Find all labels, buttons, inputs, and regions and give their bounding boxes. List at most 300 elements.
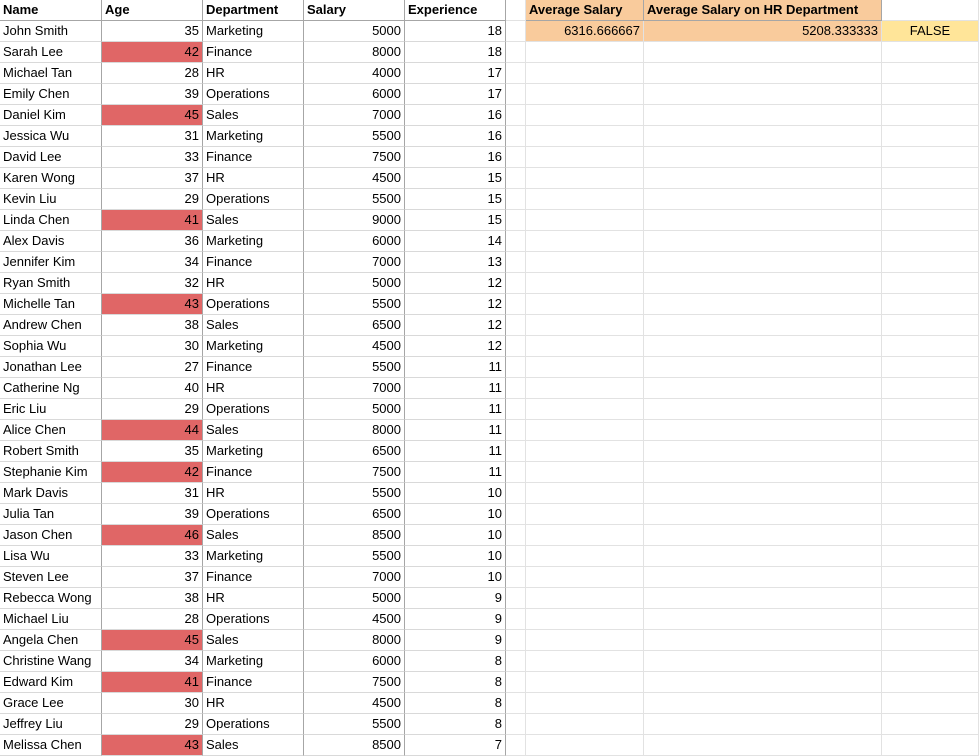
salary-cell[interactable]: 5000 bbox=[304, 21, 405, 42]
name-cell[interactable]: Michael Liu bbox=[0, 609, 102, 630]
empty-cell[interactable] bbox=[882, 525, 979, 546]
age-cell[interactable]: 40 bbox=[102, 378, 203, 399]
empty-cell[interactable] bbox=[506, 315, 526, 336]
empty-cell[interactable] bbox=[506, 672, 526, 693]
age-cell[interactable]: 42 bbox=[102, 462, 203, 483]
age-cell[interactable]: 37 bbox=[102, 567, 203, 588]
department-cell[interactable]: Operations bbox=[203, 504, 304, 525]
name-cell[interactable]: David Lee bbox=[0, 147, 102, 168]
empty-cell[interactable] bbox=[882, 462, 979, 483]
empty-cell[interactable] bbox=[526, 441, 644, 462]
empty-cell[interactable] bbox=[882, 189, 979, 210]
empty-cell[interactable] bbox=[526, 126, 644, 147]
empty-cell[interactable] bbox=[526, 357, 644, 378]
salary-cell[interactable]: 8500 bbox=[304, 735, 405, 756]
empty-cell[interactable] bbox=[644, 525, 882, 546]
empty-cell[interactable] bbox=[644, 693, 882, 714]
salary-cell[interactable]: 8000 bbox=[304, 630, 405, 651]
empty-cell[interactable] bbox=[644, 168, 882, 189]
name-cell[interactable]: Robert Smith bbox=[0, 441, 102, 462]
age-cell[interactable]: 33 bbox=[102, 546, 203, 567]
empty-cell[interactable] bbox=[506, 567, 526, 588]
name-cell[interactable]: Daniel Kim bbox=[0, 105, 102, 126]
salary-cell[interactable]: 6000 bbox=[304, 231, 405, 252]
experience-cell[interactable]: 15 bbox=[405, 168, 506, 189]
empty-cell[interactable] bbox=[882, 231, 979, 252]
empty-cell[interactable] bbox=[882, 546, 979, 567]
experience-cell[interactable]: 11 bbox=[405, 420, 506, 441]
empty-cell[interactable] bbox=[882, 168, 979, 189]
age-cell[interactable]: 29 bbox=[102, 399, 203, 420]
salary-cell[interactable]: 7000 bbox=[304, 567, 405, 588]
name-cell[interactable]: Stephanie Kim bbox=[0, 462, 102, 483]
salary-cell[interactable]: 4500 bbox=[304, 693, 405, 714]
department-cell[interactable]: Finance bbox=[203, 462, 304, 483]
salary-cell[interactable]: 5500 bbox=[304, 483, 405, 504]
department-cell[interactable]: Operations bbox=[203, 399, 304, 420]
empty-cell[interactable] bbox=[506, 441, 526, 462]
empty-cell[interactable] bbox=[506, 147, 526, 168]
empty-cell[interactable] bbox=[644, 567, 882, 588]
experience-cell[interactable]: 16 bbox=[405, 147, 506, 168]
salary-cell[interactable]: 8500 bbox=[304, 525, 405, 546]
empty-cell[interactable] bbox=[526, 672, 644, 693]
department-cell[interactable]: HR bbox=[203, 273, 304, 294]
empty-cell[interactable] bbox=[644, 441, 882, 462]
empty-cell[interactable] bbox=[526, 42, 644, 63]
department-cell[interactable]: HR bbox=[203, 63, 304, 84]
empty-cell[interactable] bbox=[644, 210, 882, 231]
experience-cell[interactable]: 9 bbox=[405, 630, 506, 651]
empty-cell[interactable] bbox=[644, 420, 882, 441]
experience-cell[interactable]: 14 bbox=[405, 231, 506, 252]
experience-cell[interactable]: 16 bbox=[405, 105, 506, 126]
name-cell[interactable]: Jessica Wu bbox=[0, 126, 102, 147]
experience-cell[interactable]: 7 bbox=[405, 735, 506, 756]
empty-cell[interactable] bbox=[882, 588, 979, 609]
empty-cell[interactable] bbox=[526, 105, 644, 126]
department-cell[interactable]: Operations bbox=[203, 609, 304, 630]
empty-cell[interactable] bbox=[526, 714, 644, 735]
salary-cell[interactable]: 7000 bbox=[304, 378, 405, 399]
empty-cell[interactable] bbox=[644, 714, 882, 735]
experience-cell[interactable]: 15 bbox=[405, 210, 506, 231]
department-cell[interactable]: HR bbox=[203, 378, 304, 399]
empty-cell[interactable] bbox=[526, 336, 644, 357]
empty-cell[interactable] bbox=[506, 210, 526, 231]
experience-cell[interactable]: 8 bbox=[405, 714, 506, 735]
experience-cell[interactable]: 15 bbox=[405, 189, 506, 210]
empty-cell[interactable] bbox=[882, 273, 979, 294]
department-cell[interactable]: Marketing bbox=[203, 126, 304, 147]
salary-cell[interactable]: 5500 bbox=[304, 294, 405, 315]
experience-cell[interactable]: 9 bbox=[405, 609, 506, 630]
name-cell[interactable]: Jonathan Lee bbox=[0, 357, 102, 378]
salary-cell[interactable]: 6500 bbox=[304, 504, 405, 525]
department-cell[interactable]: Marketing bbox=[203, 546, 304, 567]
empty-cell[interactable] bbox=[506, 714, 526, 735]
experience-cell[interactable]: 16 bbox=[405, 126, 506, 147]
name-cell[interactable]: Ryan Smith bbox=[0, 273, 102, 294]
experience-cell[interactable]: 8 bbox=[405, 693, 506, 714]
experience-cell[interactable]: 11 bbox=[405, 357, 506, 378]
age-cell[interactable]: 39 bbox=[102, 84, 203, 105]
salary-cell[interactable]: 4500 bbox=[304, 609, 405, 630]
empty-cell[interactable] bbox=[882, 672, 979, 693]
empty-cell[interactable] bbox=[882, 567, 979, 588]
empty-cell[interactable] bbox=[644, 336, 882, 357]
empty-cell[interactable] bbox=[644, 231, 882, 252]
empty-cell[interactable] bbox=[882, 651, 979, 672]
empty-cell[interactable] bbox=[882, 210, 979, 231]
department-cell[interactable]: HR bbox=[203, 168, 304, 189]
empty-cell[interactable] bbox=[882, 609, 979, 630]
empty-cell[interactable] bbox=[526, 84, 644, 105]
experience-cell[interactable]: 10 bbox=[405, 483, 506, 504]
empty-cell[interactable] bbox=[506, 504, 526, 525]
empty-cell[interactable] bbox=[882, 147, 979, 168]
empty-cell[interactable] bbox=[506, 21, 526, 42]
experience-cell[interactable]: 13 bbox=[405, 252, 506, 273]
age-cell[interactable]: 34 bbox=[102, 252, 203, 273]
name-cell[interactable]: Sophia Wu bbox=[0, 336, 102, 357]
salary-cell[interactable]: 7000 bbox=[304, 105, 405, 126]
empty-cell[interactable] bbox=[882, 714, 979, 735]
avg-salary-value-cell[interactable]: 6316.666667 bbox=[526, 21, 644, 42]
department-cell[interactable]: Operations bbox=[203, 84, 304, 105]
empty-cell[interactable] bbox=[526, 294, 644, 315]
name-cell[interactable]: Kevin Liu bbox=[0, 189, 102, 210]
empty-cell[interactable] bbox=[644, 63, 882, 84]
empty-cell[interactable] bbox=[644, 42, 882, 63]
experience-cell[interactable]: 18 bbox=[405, 42, 506, 63]
salary-cell[interactable]: 7500 bbox=[304, 462, 405, 483]
empty-cell[interactable] bbox=[506, 588, 526, 609]
name-cell[interactable]: John Smith bbox=[0, 21, 102, 42]
age-cell[interactable]: 32 bbox=[102, 273, 203, 294]
empty-cell[interactable] bbox=[644, 399, 882, 420]
department-cell[interactable]: Marketing bbox=[203, 231, 304, 252]
empty-cell[interactable] bbox=[526, 588, 644, 609]
empty-cell[interactable] bbox=[882, 42, 979, 63]
age-cell[interactable]: 31 bbox=[102, 483, 203, 504]
salary-cell[interactable]: 9000 bbox=[304, 210, 405, 231]
empty-cell[interactable] bbox=[506, 420, 526, 441]
name-cell[interactable]: Linda Chen bbox=[0, 210, 102, 231]
name-cell[interactable]: Alex Davis bbox=[0, 231, 102, 252]
empty-cell[interactable] bbox=[526, 147, 644, 168]
empty-cell[interactable] bbox=[506, 525, 526, 546]
age-cell[interactable]: 35 bbox=[102, 21, 203, 42]
name-cell[interactable]: Edward Kim bbox=[0, 672, 102, 693]
name-cell[interactable]: Eric Liu bbox=[0, 399, 102, 420]
empty-cell[interactable] bbox=[882, 504, 979, 525]
empty-cell[interactable] bbox=[506, 630, 526, 651]
name-cell[interactable]: Lisa Wu bbox=[0, 546, 102, 567]
empty-cell[interactable] bbox=[506, 336, 526, 357]
department-cell[interactable]: Finance bbox=[203, 252, 304, 273]
experience-cell[interactable]: 10 bbox=[405, 525, 506, 546]
department-cell[interactable]: Sales bbox=[203, 315, 304, 336]
salary-cell[interactable]: 5000 bbox=[304, 399, 405, 420]
empty-cell[interactable] bbox=[644, 609, 882, 630]
age-cell[interactable]: 33 bbox=[102, 147, 203, 168]
age-cell[interactable]: 43 bbox=[102, 735, 203, 756]
experience-cell[interactable]: 10 bbox=[405, 567, 506, 588]
age-cell[interactable]: 28 bbox=[102, 63, 203, 84]
age-cell[interactable]: 28 bbox=[102, 609, 203, 630]
department-cell[interactable]: Sales bbox=[203, 525, 304, 546]
comparison-flag-cell[interactable]: FALSE bbox=[882, 21, 979, 42]
department-cell[interactable]: Sales bbox=[203, 210, 304, 231]
empty-cell[interactable] bbox=[644, 189, 882, 210]
empty-cell[interactable] bbox=[526, 210, 644, 231]
age-cell[interactable]: 39 bbox=[102, 504, 203, 525]
empty-cell[interactable] bbox=[506, 609, 526, 630]
experience-cell[interactable]: 11 bbox=[405, 378, 506, 399]
empty-cell[interactable] bbox=[526, 546, 644, 567]
experience-cell[interactable]: 11 bbox=[405, 462, 506, 483]
empty-cell[interactable] bbox=[882, 399, 979, 420]
empty-cell[interactable] bbox=[526, 651, 644, 672]
empty-cell[interactable] bbox=[506, 294, 526, 315]
empty-cell[interactable] bbox=[882, 336, 979, 357]
empty-cell[interactable] bbox=[526, 525, 644, 546]
header-salary-cell[interactable]: Salary bbox=[304, 0, 405, 21]
salary-cell[interactable]: 5500 bbox=[304, 357, 405, 378]
header-experience-cell[interactable]: Experience bbox=[405, 0, 506, 21]
age-cell[interactable]: 45 bbox=[102, 630, 203, 651]
salary-cell[interactable]: 4500 bbox=[304, 168, 405, 189]
name-cell[interactable]: Melissa Chen bbox=[0, 735, 102, 756]
experience-cell[interactable]: 12 bbox=[405, 273, 506, 294]
empty-cell[interactable] bbox=[882, 378, 979, 399]
name-cell[interactable]: Rebecca Wong bbox=[0, 588, 102, 609]
name-cell[interactable]: Andrew Chen bbox=[0, 315, 102, 336]
experience-cell[interactable]: 8 bbox=[405, 651, 506, 672]
name-cell[interactable]: Jennifer Kim bbox=[0, 252, 102, 273]
empty-cell[interactable] bbox=[526, 168, 644, 189]
salary-cell[interactable]: 6000 bbox=[304, 84, 405, 105]
experience-cell[interactable]: 11 bbox=[405, 441, 506, 462]
experience-cell[interactable]: 18 bbox=[405, 21, 506, 42]
empty-cell[interactable] bbox=[644, 483, 882, 504]
empty-cell[interactable] bbox=[506, 651, 526, 672]
age-cell[interactable]: 29 bbox=[102, 189, 203, 210]
empty-cell[interactable] bbox=[644, 630, 882, 651]
empty-cell[interactable] bbox=[644, 378, 882, 399]
name-cell[interactable]: Sarah Lee bbox=[0, 42, 102, 63]
name-cell[interactable]: Jason Chen bbox=[0, 525, 102, 546]
avg-hr-salary-label-cell[interactable]: Average Salary on HR Department bbox=[644, 0, 882, 21]
department-cell[interactable]: Marketing bbox=[203, 336, 304, 357]
experience-cell[interactable]: 10 bbox=[405, 546, 506, 567]
empty-cell[interactable] bbox=[644, 252, 882, 273]
empty-cell[interactable] bbox=[506, 168, 526, 189]
salary-cell[interactable]: 7500 bbox=[304, 147, 405, 168]
empty-cell[interactable] bbox=[526, 378, 644, 399]
empty-cell[interactable] bbox=[526, 252, 644, 273]
empty-cell[interactable] bbox=[526, 567, 644, 588]
experience-cell[interactable]: 17 bbox=[405, 84, 506, 105]
empty-cell[interactable] bbox=[882, 105, 979, 126]
header-name-cell[interactable]: Name bbox=[0, 0, 102, 21]
name-cell[interactable]: Michelle Tan bbox=[0, 294, 102, 315]
department-cell[interactable]: HR bbox=[203, 588, 304, 609]
age-cell[interactable]: 35 bbox=[102, 441, 203, 462]
department-cell[interactable]: Sales bbox=[203, 630, 304, 651]
age-cell[interactable]: 45 bbox=[102, 105, 203, 126]
name-cell[interactable]: Christine Wang bbox=[0, 651, 102, 672]
age-cell[interactable]: 36 bbox=[102, 231, 203, 252]
salary-cell[interactable]: 5500 bbox=[304, 126, 405, 147]
empty-cell[interactable] bbox=[882, 0, 979, 21]
empty-cell[interactable] bbox=[644, 546, 882, 567]
department-cell[interactable]: Operations bbox=[203, 714, 304, 735]
experience-cell[interactable]: 17 bbox=[405, 63, 506, 84]
empty-cell[interactable] bbox=[644, 273, 882, 294]
empty-cell[interactable] bbox=[644, 84, 882, 105]
age-cell[interactable]: 38 bbox=[102, 588, 203, 609]
empty-cell[interactable] bbox=[526, 399, 644, 420]
salary-cell[interactable]: 4000 bbox=[304, 63, 405, 84]
empty-cell[interactable] bbox=[644, 315, 882, 336]
department-cell[interactable]: Sales bbox=[203, 735, 304, 756]
name-cell[interactable]: Steven Lee bbox=[0, 567, 102, 588]
empty-cell[interactable] bbox=[526, 462, 644, 483]
experience-cell[interactable]: 12 bbox=[405, 294, 506, 315]
empty-cell[interactable] bbox=[644, 294, 882, 315]
empty-cell[interactable] bbox=[526, 630, 644, 651]
experience-cell[interactable]: 12 bbox=[405, 315, 506, 336]
empty-cell[interactable] bbox=[506, 378, 526, 399]
empty-cell[interactable] bbox=[506, 84, 526, 105]
department-cell[interactable]: Finance bbox=[203, 567, 304, 588]
empty-cell[interactable] bbox=[882, 441, 979, 462]
empty-cell[interactable] bbox=[506, 0, 526, 21]
header-age-cell[interactable]: Age bbox=[102, 0, 203, 21]
salary-cell[interactable]: 5500 bbox=[304, 189, 405, 210]
name-cell[interactable]: Grace Lee bbox=[0, 693, 102, 714]
department-cell[interactable]: Operations bbox=[203, 189, 304, 210]
name-cell[interactable]: Emily Chen bbox=[0, 84, 102, 105]
empty-cell[interactable] bbox=[506, 252, 526, 273]
empty-cell[interactable] bbox=[506, 273, 526, 294]
name-cell[interactable]: Jeffrey Liu bbox=[0, 714, 102, 735]
age-cell[interactable]: 41 bbox=[102, 672, 203, 693]
experience-cell[interactable]: 8 bbox=[405, 672, 506, 693]
empty-cell[interactable] bbox=[526, 609, 644, 630]
empty-cell[interactable] bbox=[506, 483, 526, 504]
salary-cell[interactable]: 6000 bbox=[304, 651, 405, 672]
age-cell[interactable]: 34 bbox=[102, 651, 203, 672]
age-cell[interactable]: 37 bbox=[102, 168, 203, 189]
name-cell[interactable]: Julia Tan bbox=[0, 504, 102, 525]
empty-cell[interactable] bbox=[506, 105, 526, 126]
empty-cell[interactable] bbox=[644, 126, 882, 147]
empty-cell[interactable] bbox=[882, 420, 979, 441]
empty-cell[interactable] bbox=[526, 231, 644, 252]
empty-cell[interactable] bbox=[882, 693, 979, 714]
department-cell[interactable]: HR bbox=[203, 483, 304, 504]
salary-cell[interactable]: 6500 bbox=[304, 441, 405, 462]
experience-cell[interactable]: 12 bbox=[405, 336, 506, 357]
avg-hr-salary-value-cell[interactable]: 5208.333333 bbox=[644, 21, 882, 42]
empty-cell[interactable] bbox=[882, 315, 979, 336]
empty-cell[interactable] bbox=[506, 42, 526, 63]
age-cell[interactable]: 29 bbox=[102, 714, 203, 735]
salary-cell[interactable]: 7000 bbox=[304, 252, 405, 273]
experience-cell[interactable]: 11 bbox=[405, 399, 506, 420]
department-cell[interactable]: Marketing bbox=[203, 651, 304, 672]
department-cell[interactable]: Finance bbox=[203, 357, 304, 378]
age-cell[interactable]: 38 bbox=[102, 315, 203, 336]
empty-cell[interactable] bbox=[506, 231, 526, 252]
age-cell[interactable]: 42 bbox=[102, 42, 203, 63]
empty-cell[interactable] bbox=[644, 588, 882, 609]
empty-cell[interactable] bbox=[526, 420, 644, 441]
department-cell[interactable]: HR bbox=[203, 693, 304, 714]
empty-cell[interactable] bbox=[882, 84, 979, 105]
department-cell[interactable]: Finance bbox=[203, 672, 304, 693]
empty-cell[interactable] bbox=[882, 252, 979, 273]
empty-cell[interactable] bbox=[882, 483, 979, 504]
empty-cell[interactable] bbox=[526, 273, 644, 294]
empty-cell[interactable] bbox=[506, 189, 526, 210]
empty-cell[interactable] bbox=[526, 693, 644, 714]
name-cell[interactable]: Catherine Ng bbox=[0, 378, 102, 399]
name-cell[interactable]: Alice Chen bbox=[0, 420, 102, 441]
salary-cell[interactable]: 6500 bbox=[304, 315, 405, 336]
empty-cell[interactable] bbox=[644, 147, 882, 168]
empty-cell[interactable] bbox=[882, 630, 979, 651]
salary-cell[interactable]: 8000 bbox=[304, 42, 405, 63]
salary-cell[interactable]: 5500 bbox=[304, 546, 405, 567]
salary-cell[interactable]: 5000 bbox=[304, 273, 405, 294]
age-cell[interactable]: 31 bbox=[102, 126, 203, 147]
department-cell[interactable]: Finance bbox=[203, 42, 304, 63]
salary-cell[interactable]: 8000 bbox=[304, 420, 405, 441]
department-cell[interactable]: Sales bbox=[203, 105, 304, 126]
name-cell[interactable]: Mark Davis bbox=[0, 483, 102, 504]
age-cell[interactable]: 44 bbox=[102, 420, 203, 441]
age-cell[interactable]: 27 bbox=[102, 357, 203, 378]
empty-cell[interactable] bbox=[644, 462, 882, 483]
empty-cell[interactable] bbox=[506, 399, 526, 420]
salary-cell[interactable]: 5000 bbox=[304, 588, 405, 609]
empty-cell[interactable] bbox=[882, 357, 979, 378]
empty-cell[interactable] bbox=[644, 672, 882, 693]
department-cell[interactable]: Marketing bbox=[203, 441, 304, 462]
avg-salary-label-cell[interactable]: Average Salary bbox=[526, 0, 644, 21]
age-cell[interactable]: 46 bbox=[102, 525, 203, 546]
empty-cell[interactable] bbox=[644, 105, 882, 126]
department-cell[interactable]: Operations bbox=[203, 294, 304, 315]
experience-cell[interactable]: 9 bbox=[405, 588, 506, 609]
empty-cell[interactable] bbox=[526, 504, 644, 525]
empty-cell[interactable] bbox=[882, 63, 979, 84]
age-cell[interactable]: 30 bbox=[102, 336, 203, 357]
header-department-cell[interactable]: Department bbox=[203, 0, 304, 21]
age-cell[interactable]: 30 bbox=[102, 693, 203, 714]
empty-cell[interactable] bbox=[526, 483, 644, 504]
department-cell[interactable]: Sales bbox=[203, 420, 304, 441]
empty-cell[interactable] bbox=[644, 357, 882, 378]
salary-cell[interactable]: 7500 bbox=[304, 672, 405, 693]
empty-cell[interactable] bbox=[506, 462, 526, 483]
age-cell[interactable]: 41 bbox=[102, 210, 203, 231]
empty-cell[interactable] bbox=[506, 693, 526, 714]
